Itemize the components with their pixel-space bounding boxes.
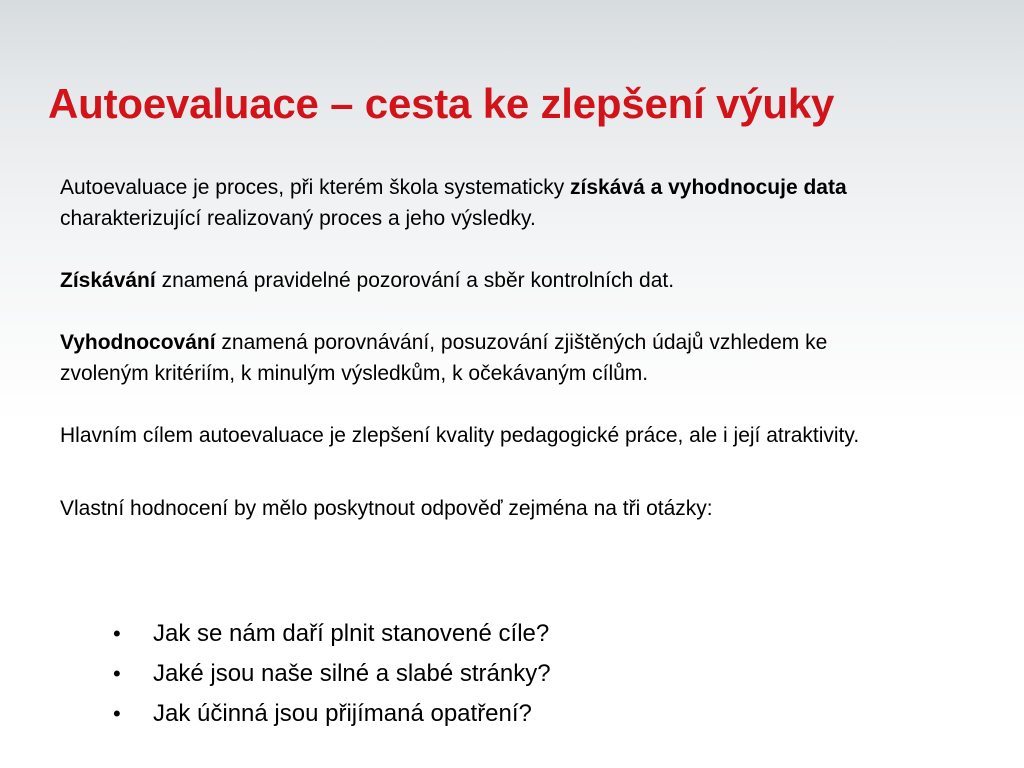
- list-item-text: Jak účinná jsou přijímaná opatření?: [153, 700, 532, 727]
- list-item-text: Jak se nám daří plnit stanovené cíle?: [153, 620, 550, 647]
- term-label: Vyhodnocování: [60, 331, 216, 354]
- spacer: [60, 389, 890, 420]
- bullet-icon: •: [113, 661, 121, 686]
- slide-title: Autoevaluace – cesta ke zlepšení výuky: [48, 80, 835, 127]
- spacer: [60, 296, 890, 327]
- list-item: [113, 614, 551, 654]
- paragraph-main-goal: Hlavním cílem autoevaluace je zlepšení kvality pedagogické práce, ale i její atraktivity.: [60, 424, 860, 447]
- paragraph-text: charakterizující realizovaný proces a jeho výsledky.: [60, 207, 536, 230]
- list-item-text: Jaké jsou naše silné a slabé stránky?: [153, 660, 551, 687]
- paragraph-definition: [60, 172, 890, 234]
- list-item: [113, 694, 551, 734]
- paragraph-text: Autoevaluace je proces, při kterém škola systematicky: [60, 176, 571, 199]
- paragraph-questions-intro: Vlastní hodnocení by mělo poskytnout odpověď zejména na tři otázky:: [60, 497, 713, 520]
- spacer: [60, 451, 890, 493]
- bullet-icon: •: [113, 701, 121, 726]
- slide-body: [60, 172, 890, 524]
- term-label: Získávání: [60, 269, 156, 292]
- paragraph-evaluation: [60, 327, 890, 389]
- question-list: [113, 614, 551, 734]
- paragraph-text: znamená pravidelné pozorování a sběr kontrolních dat.: [155, 269, 675, 292]
- spacer: [60, 234, 890, 265]
- paragraph-text: znamená porovnávání, posuzování zjištěných údajů vzhledem ke zvoleným kritériím, k minulým výsledkům, k očekávaným cílům.: [60, 331, 828, 385]
- bullet-icon: •: [113, 621, 121, 646]
- emphasis-text: získává a vyhodnocuje data: [570, 176, 847, 199]
- list-item: [113, 654, 551, 694]
- paragraph-collection: [60, 265, 890, 296]
